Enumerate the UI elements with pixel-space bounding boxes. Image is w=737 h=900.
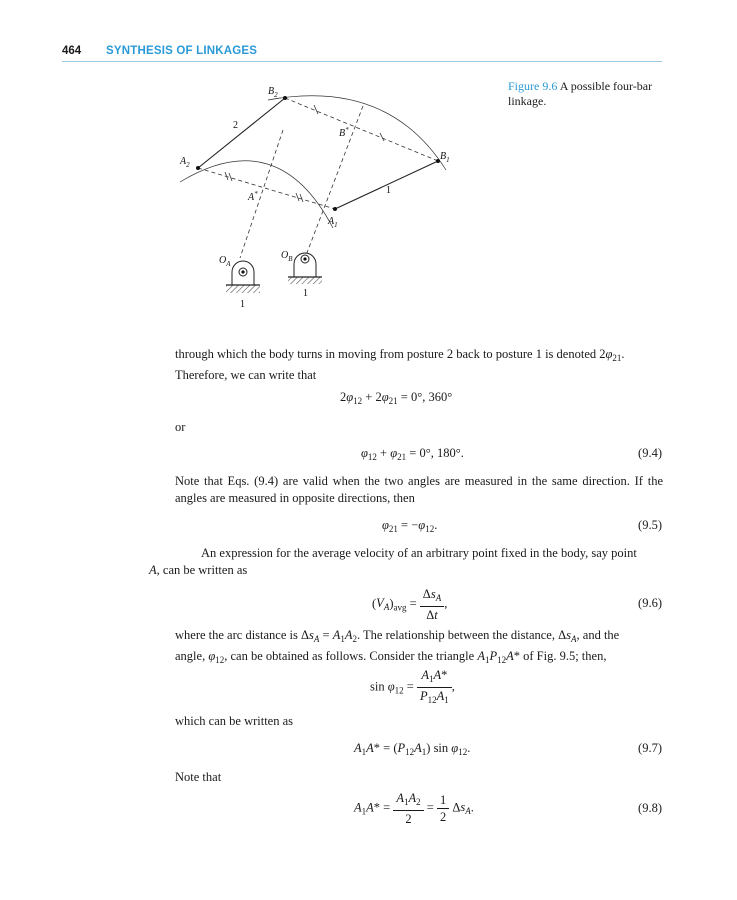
- paragraph-4-text-b: . The relationship between the distance, Δ: [357, 628, 567, 642]
- equation-9-7: $A_1A* = (P_{12}A_1)$ $\sin \varphi_{12}$.: [354, 741, 471, 757]
- label-link-2: 2: [233, 120, 238, 131]
- figure-label: Figure 9.6: [508, 79, 558, 93]
- paragraph-2: Note that Eqs. (9.4) are valid when the two angles are measured in the same direction. If the angles are measured in opposite directions, then: [175, 474, 663, 505]
- ground-pivot-ob: [288, 253, 322, 284]
- bisector-b: [305, 106, 363, 258]
- label-a2: $A_2$: [180, 156, 190, 169]
- paragraph-1-text-b: Therefore, we can write that: [175, 367, 317, 382]
- four-bar-linkage-figure: [168, 78, 468, 318]
- equation-9-4-number: (9.4): [638, 446, 662, 460]
- label-b2: $B_2$: [268, 86, 278, 99]
- equation-1: $2\varphi_{12} + 2\varphi_{21} = 0^\circ$, 360°: [340, 390, 453, 406]
- label-a-star: A*: [248, 190, 258, 203]
- point-a1: [333, 207, 337, 211]
- link-a2-b2: [198, 98, 285, 168]
- paragraph-4-text-e: , can be obtained as follows. Consider the triangle: [224, 648, 478, 663]
- label-a1: $A_1$: [328, 216, 338, 229]
- equation-9-4: $\varphi_{12} + \varphi_{21} = 0^\circ$, 180°.: [361, 446, 464, 462]
- figure-caption: [508, 79, 668, 109]
- equation-sin: $\sin \varphi_{12}$ = $\frac{A_1A*}{P_{12}A_1}$ ,: [370, 668, 455, 705]
- equation-9-5-number: (9.5): [638, 518, 662, 532]
- label-ground-right: 1: [303, 288, 308, 299]
- page-number: 464: [62, 45, 82, 57]
- paragraph-3: An expression for the average velocity of an arbitrary point fixed in the body, say point A, can be written as: [149, 546, 637, 577]
- label-b1: $B_1$: [440, 151, 450, 164]
- paragraph-4: where the arc distance is $\Delta s_A = A_1A_2$. The relationship between the distance, $\Delta s_A$, and the angle, $\varphi_{12}$, can be obtained as follows. Consider the triangle $A_1P_{12}A*$ of Fig. 9.5; then,: [175, 628, 620, 665]
- point-b2: [283, 96, 287, 100]
- equation-9-5: $\varphi_{21} = -\varphi_{12}$.: [382, 518, 438, 534]
- header-rule: [62, 61, 662, 62]
- equation-9-6: $(V_A)_{avg}$ = $\frac{\Delta s_A}{\Delta t}$ ,: [372, 587, 448, 622]
- arc-b: [268, 96, 446, 170]
- ground-pivot-oa: [226, 261, 260, 293]
- equation-9-6-number: (9.6): [638, 596, 662, 610]
- equation-9-8-number: (9.8): [638, 801, 662, 815]
- running-head: SYNTHESIS OF LINKAGES: [106, 45, 258, 57]
- chord-b: [285, 98, 438, 161]
- paragraph-4-text-f: of Fig. 9.5; then,: [519, 648, 607, 663]
- equation-9-7-number: (9.7): [638, 741, 662, 755]
- paragraph-4-text-a: where the arc distance is Δ: [175, 628, 310, 642]
- label-ground-left: 1: [240, 299, 245, 310]
- chord-a: [198, 168, 335, 209]
- label-b-star: B*: [339, 126, 349, 139]
- label-link-1: 1: [386, 185, 391, 196]
- label-ob: $O_B$: [281, 250, 293, 263]
- paragraph-4-text-d: angle,: [175, 648, 209, 663]
- paragraph-1: through which the body turns in moving from posture 2 back to posture 1 is denoted $2\varphi_{21}$. Therefore, we can write that: [175, 347, 625, 382]
- paragraph-3-text-a: An expression for the average velocity of an arbitrary point fixed in the body, say point: [201, 546, 637, 560]
- paragraph-3-text-b: , can be written as: [156, 562, 248, 577]
- figure-caption-text: A possible four-bar linkage.: [508, 79, 653, 108]
- paragraph-5: which can be written as: [175, 714, 294, 728]
- paragraph-6: Note that: [175, 770, 222, 784]
- equation-9-8: $A_1A*$ = $\frac{A_1A_2}{2}$ = $\frac{1}{2}$ $\Delta s_A$.: [354, 791, 474, 826]
- paragraph-4-text-c: , and the: [576, 628, 620, 642]
- bisector-a: [240, 130, 283, 258]
- point-a2: [196, 166, 200, 170]
- label-oa: $O_A$: [219, 255, 231, 268]
- paragraph-1-text-a: through which the body turns in moving from posture 2 back to posture 1 is denoted 2: [175, 347, 606, 361]
- connector-or: or: [175, 420, 186, 434]
